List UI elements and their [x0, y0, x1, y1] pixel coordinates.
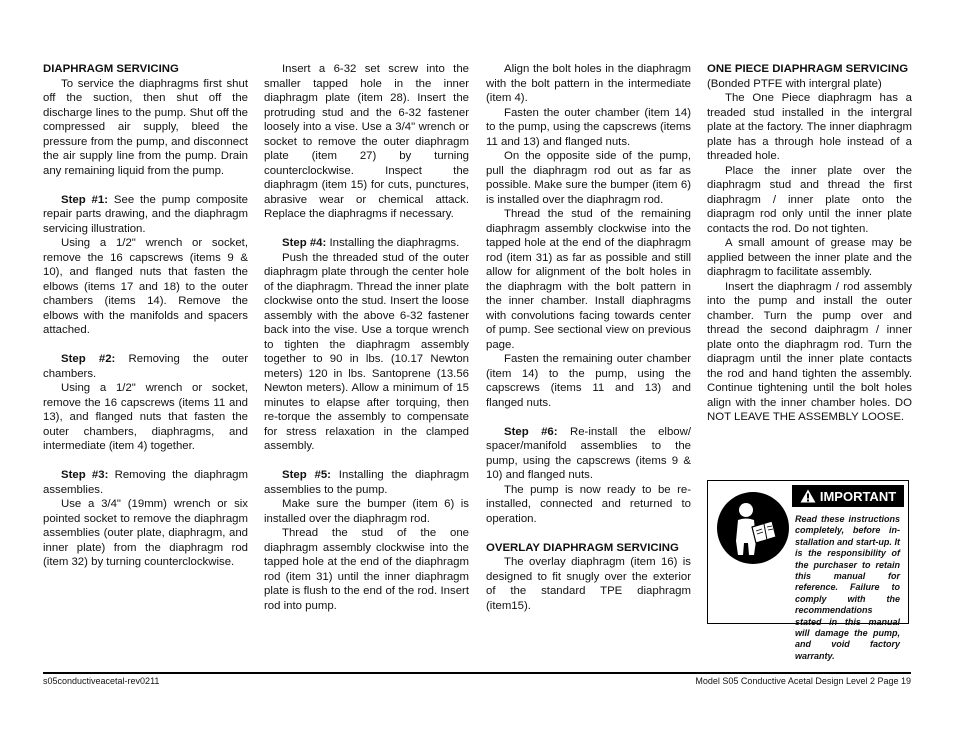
step-3 [43, 468, 248, 497]
paragraph: Insert a 6-32 set screw into the smaller tapped hole in the inner diaphragm plate (item 28). Insert the protruding stud and the 6-32 fastener loosely into a vise. Use a 3/4" wrench or socket to remove the outer diaphragm plate (item 27) by turning counterclockwise. Inspect the diaphragm (item 15) for cuts, punctures, abrasive wear or chemical attack. Replace the diaphragms if necessary. [264, 63, 469, 220]
paragraph: To service the diaphragms first shut off the suction, then shut off the discharge lines to the pump. Shut off the compressed air supply, bleed the pressure from the pump, and disconnect the air supply line from the pump. Drain any remaining liquid from the pump. [43, 77, 248, 177]
warning-icon [800, 489, 816, 503]
step-text: Removing the outer chambers. [43, 353, 248, 380]
step-1 [43, 193, 248, 237]
paragraph: On the opposite side of the pump, pull the diaphragm rod out as far as possible. Make sure the bumper (item 6) is installed over the diaphragm rod. [486, 150, 691, 206]
step-6 [486, 425, 691, 483]
step-text: Installing the diaphragm assemblies to the pump. [264, 469, 470, 496]
paragraph: Fasten the outer chamber (item 14) to the pump, using the capscrews (items 11 and 13) and flanged nuts. [486, 106, 691, 148]
step-label: Step #5: [282, 469, 331, 481]
important-text-content: Read these instructions completely, before in-stallation and start-up. It is the responsibility of the purchaser to retain this manual for reference. Failure to comply with the recommendations stated in this manual will damage the pump, and void factory warranty. [795, 514, 900, 661]
paragraph: The One Piece diaphragm has a treaded stud installed in the intergral plate at the factory. The inner diaphragm plate has a through hole instead of a threaded hole. [707, 92, 912, 162]
paragraph: A small amount of grease may be applied between the inner plate and the diaphragm to facilitate assembly. [707, 237, 912, 278]
paragraph: Thread the stud of the remaining diaphragm assembly clockwise into the tapped hole at the end of the diaphragm rod (item 31) as far as possible and still allow for alignment of the bolt holes in the diaphragm with the bolt pattern in the inner chamber. Install diaphragms with convolutions facing towards center of pump. See sectional view on previous page. [486, 208, 691, 351]
subtitle: (Bonded PTFE with intergral plate) [707, 77, 882, 90]
important-notice [707, 480, 909, 661]
paragraph: Fasten the remaining outer chamber (item 14) to the pump, using the capscrews (items 11 and 13) and flanged nuts. [486, 353, 691, 409]
footer-page-info: Model S05 Conductive Acetal Design Level 2 Page 19 [695, 676, 911, 686]
paragraph: Use a 3/4" (19mm) wrench or six pointed socket to remove the diaphragm assemblies (outer plate, diaphragm, and inner plate) from the diaphragm rod (item 32) by turning counterclockwise. [43, 498, 248, 568]
paragraph: Align the bolt holes in the diaphragm with the bolt pattern in the intermediate (item 4). [486, 63, 691, 104]
paragraph: The pump is now ready to be re-installed, connected and returned to operation. [486, 483, 691, 525]
step-text: Installing the diaphragms. [326, 237, 460, 249]
paragraph: Using a 1/2" wrench or socket, remove the 16 capscrews (items 11 and 13), and flanged nuts that fasten the outer chambers, diaphragms, and intermediate (item 4) together. [43, 382, 248, 452]
paragraph: The overlay diaphragm (item 16) is designed to fit snugly over the exterior of the standard TPE diaphragm (item15). [486, 556, 691, 612]
paragraph: Push the threaded stud of the outer diaphragm plate through the center hole of the diaphragm. Thread the inner plate clockwise onto the stud. Insert the loose assembly with the above 6-32 fastener back into the vise. Use a torque wrench to tighten the diaphragm assembly together to 90 in lbs. (10.17 Newton meters) 120 in lbs. Santoprene (13.56 Newton meters). Allow a minimum of 15 minutes to elapse after torquing, then re-torque the assembly to compensate for stress relaxation in the clamped assembly. [264, 251, 469, 452]
column-4 [707, 62, 912, 425]
step-label: Step #4: [282, 237, 327, 249]
important-badge [792, 485, 904, 507]
one-piece-diaphragm-heading: ONE PIECE DIAPHRAGM SERVICING [707, 63, 909, 75]
column-2 [264, 62, 469, 613]
paragraph: Insert the diaphragm / rod assembly into the pump and install the outer chamber. Turn the pump over and thread the second daiphragm / inner plate onto the diaphragm rod. Turn the diapragm until the inner plate contacts the rod and hand tighten the assembly. Continue tightening until the bolt holes align with the inner chamber holes. DO NOT LEAVE THE ASSEMBLY LOOSE. [707, 280, 912, 423]
step-5 [264, 468, 469, 497]
column-1 [43, 62, 248, 570]
step-label: Step #6: [504, 425, 558, 438]
footer-rule [43, 672, 911, 674]
step-2 [43, 352, 248, 381]
footer-doc-id: s05conductiveacetal-rev0211 [43, 676, 160, 686]
overlay-diaphragm-heading: OVERLAY DIAPHRAGM SERVICING [486, 541, 679, 554]
paragraph: Using a 1/2" wrench or socket, remove the 16 capscrews (items 9 & 10), and flanged nuts that fasten the elbows (items 17 and 18) to the outer chambers (items 14). Remove the elbows with the manifolds and spacers attached. [43, 237, 248, 336]
diaphragm-servicing-heading: DIAPHRAGM SERVICING [43, 63, 179, 75]
important-text [716, 514, 900, 662]
paragraph: Place the inner plate over the diaphragm stud and thread the first diaphragm / inner plate onto the diapragm rod only until the inner plate contacts the rod. Do not tighten. [707, 164, 912, 235]
important-label: IMPORTANT [819, 488, 897, 504]
step-label: Step #1: [61, 193, 109, 206]
step-4 [264, 236, 469, 251]
paragraph: Thread the stud of the one diaphragm assembly clockwise into the tapped hole at the end of the diaphragm rod (item 31) until the inner diaphragm plate is flush to the end of the rod. Insert rod into pump. [264, 527, 469, 612]
step-text: Removing the diaphragm assemblies. [43, 469, 248, 496]
step-label: Step #3: [61, 469, 109, 481]
step-label: Step #2: [61, 353, 116, 365]
step-text: Re-install the elbow/ spacer/manifold assemblies to the pump, using the capscrews (items 9 & 10) and flanged nuts. [486, 425, 692, 481]
paragraph: Make sure the bumper (item 6) is installed over the diaphragm rod. [264, 498, 469, 525]
step-text: See the pump composite repair parts drawing, and the diaphragm servicing illustration. [43, 193, 248, 235]
column-3 [486, 62, 691, 613]
